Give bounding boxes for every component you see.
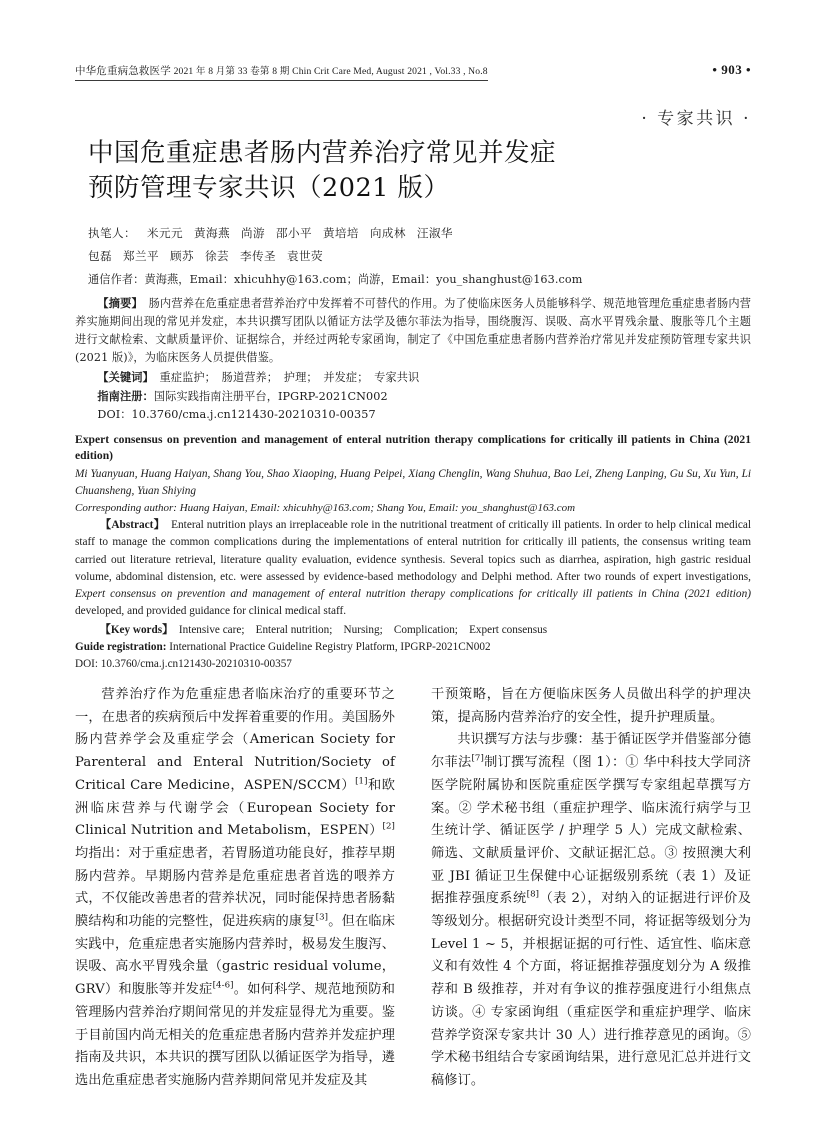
doi-line-en: DOI: 10.3760/cma.j.cn121430-20210310-00357: [75, 657, 292, 670]
chinese-abstract-block: [75, 294, 751, 424]
author-name: 黄海燕: [193, 226, 230, 240]
author-name: 顾苏: [169, 248, 194, 263]
registration-label-en: Guide registration:: [75, 641, 167, 654]
reference-marker: [3]: [315, 912, 329, 923]
registration-line-en: [75, 641, 491, 653]
author-name: 黄培培: [322, 226, 359, 240]
doi-line-cn: DOI：10.3760/cma.j.cn121430-20210310-00357: [97, 407, 376, 421]
english-title: Expert consensus on prevention and management of enteral nutrition therapy complications for critically ill patients in China (2021 edition): [75, 433, 751, 463]
author-name: 袁世荧: [286, 248, 323, 263]
body-paragraph-2: [431, 729, 751, 1092]
reference-marker: [8]: [526, 889, 540, 900]
reference-marker: [1]: [355, 776, 368, 787]
chinese-abstract: [75, 294, 751, 368]
title-block: [88, 136, 748, 206]
journal-issue-en: 2021 , Vol.33 , No.8: [407, 66, 488, 77]
body-text: 和欧洲临床营养与代谢学会（European Society for Clinical Nutrition and Metabolism，ESPEN）: [75, 777, 395, 839]
body-text: 均指出：对于重症患者，若胃肠道功能良好，推荐早期肠内营养。早期肠内营养是危重症患者首选的喂养方式，不仅能改善患者的营养状况，同时能保持患者肠黏膜结构和功能的完整性，促进疾病的康复: [75, 845, 395, 930]
keywords-line-cn: [75, 368, 751, 387]
author-label: 执笔人：: [88, 226, 136, 240]
abstract-label-cn: 【摘要】: [97, 296, 138, 310]
keywords-label-cn: 【关键词】: [97, 369, 149, 384]
body-paragraph-1: [75, 684, 395, 1093]
reference-marker: [2]: [382, 821, 395, 832]
body-text: 。如何科学、规范地预防和管理肠内营养治疗期间常见的并发症显得尤为重要。鉴于目前国内尚无相关的危重症患者肠内营养并发症护理指南及共识，本共识的撰写团队以循证医学为指导，遴选出危重症患者实施肠内营养期间常见并发症及其: [75, 982, 395, 1088]
author-block: [88, 222, 768, 291]
page-title: [88, 136, 748, 206]
english-abstract: [75, 517, 751, 620]
author-name: 向成林: [369, 226, 406, 240]
keywords-line-en: [75, 622, 751, 639]
title-line-2: 预防管理专家共识（2021 版）: [88, 173, 450, 204]
body-columns: [75, 684, 751, 1093]
author-row-2: [88, 245, 768, 268]
author-row-1: [88, 222, 768, 245]
abstract-text-part-1: Enteral nutrition plays an irreplaceable role in the nutritional treatment of critically ill patients. In order to help clinical medical staff to manage the common complications during the implementations of enteral nutrition for critically ill patients, the consensus writing team carried out literature retrieval, literature quality evaluation, evidence synthesis. Several topics such as diarrhea, aspiration, high gastric residual volume, abdominal distension, etc. were assessed by evidence-based methodology and Delphi method. After two rounds of expert investigations,: [75, 519, 751, 583]
body-column-right: [431, 684, 751, 1093]
author-name: 米元元: [146, 226, 183, 240]
abstract-text-cn: 肠内营养在危重症患者营养治疗中发挥着不可替代的作用。为了使临床医务人员能够科学、规范地管理危重症患者肠内营养实施期间出现的常见并发症，本共识撰写团队以循证方法学及德尔菲法为指导，围绕腹泻、误吸、高水平胃残余量、腹胀等几个主题进行文献检索、文献质量评价、证据综合，并经过两轮专家函询，制定了《中国危重症患者肠内营养治疗常见并发症预防管理专家共识(2021 版)》，为临床医务人员提供借鉴。: [75, 297, 751, 365]
registration-text-cn: 国际实践指南注册平台，IPGRP-2021CN002: [153, 389, 388, 403]
abstract-cited-title: Expert consensus on prevention and management of enteral nutrition therapy complications for critically ill patients in China (2021 edition): [75, 587, 751, 600]
journal-issue-cn: 2021 年 8 月第 33 卷第 8 期: [173, 66, 290, 77]
body-text: 共识撰写方法与步骤：基于循证医学并借鉴部分德尔菲法: [431, 732, 751, 771]
corresponding-author-cn: 通信作者：黄海燕，Email：xhicuhhy@163.com；尚游，Email：you_shanghust@163.com: [88, 273, 583, 287]
reference-marker: [4-6]: [212, 980, 234, 991]
running-header-citation: [75, 63, 488, 81]
author-name: 邵小平: [275, 226, 312, 240]
journal-name-en: Chin Crit Care Med, August: [292, 66, 405, 77]
author-name: 徐芸: [204, 248, 229, 263]
english-authors: Mi Yuanyuan, Huang Haiyan, Shang You, Shao Xiaoping, Huang Peipei, Xiang Chenglin, Wang Shuhua, Bao Lei, Zheng Lanping, Gu Su, Xu Yun, Li Chuansheng, Yuan Shiying: [75, 467, 751, 497]
abstract-label-en: 【Abstract】: [99, 519, 160, 532]
journal-name-cn: 中华危重病急救医学: [75, 65, 171, 77]
page-number: • 903 •: [712, 62, 751, 77]
keywords-text-cn: 重症监护； 肠道营养； 护理； 并发症； 专家共识: [159, 370, 420, 384]
author-name: 李传圣: [239, 248, 276, 263]
body-text: 营养治疗作为危重症患者临床治疗的重要环节之一，在患者的疾病预后中发挥着重要的作用。美国肠外肠内营养学会及重症学会（American Society for Parenteral and Enteral Nutrition/Society of Critical Care Medicine，ASPEN/SCCM）: [75, 687, 395, 793]
author-name: 汪淑华: [416, 226, 453, 240]
keywords-label-en: 【Key words】: [99, 624, 168, 637]
title-line-1: 中国危重症患者肠内营养治疗常见并发症: [88, 138, 557, 168]
author-name: 尚游: [240, 226, 265, 240]
body-text: 制订撰写流程（图 1）：① 华中科技大学同济医学院附属协和医院重症医学撰写专家组起草撰写方案。② 学术秘书组（重症护理学、临床流行病学与卫生统计学、循证医学 / 护理学 5 人）完成文献检索、筛选、文献质量评价、文献证据汇总。③ 按照澳大利亚 JBI 循证卫生保健中心证据级别系统（表 1）及证据推荐强度系统: [431, 755, 751, 907]
reference-marker: [7]: [471, 753, 484, 764]
author-name: 郑兰平: [123, 248, 159, 263]
body-text: 。但在临床实践中，危重症患者实施肠内营养时，极易发生腹泻、误吸、高水平胃残余量（gastric residual volume，GRV）和腹胀等并发症: [75, 914, 395, 998]
body-paragraph-1-continued: 干预策略，旨在方便临床医务人员做出科学的护理决策，提高肠内营养治疗的安全性，提升护理质量。: [431, 687, 751, 725]
body-text: （表 2），对纳入的证据进行评价及等级划分。根据研究设计类型不同，将证据等级划分为 Level 1 ~ 5，并根据证据的可行性、适宜性、临床意义和有效性 4 个方面，将证据推荐强度划分为 A 级推荐和 B 级推荐，并对有争议的推荐强度进行小组焦点访谈。④ 专家函询组（重症医学和重症护理学、临床营养学资深专家共计 30 人）进行推荐意见的函询。⑤ 学术秘书组结合专家函询结果，进行意见汇总并进行文稿修订。: [431, 891, 751, 1088]
corresponding-author-en: Corresponding author: Huang Haiyan, Email: xhicuhhy@163.com; Shang You, Email: you_shanghust@163.com: [75, 501, 576, 514]
english-meta: [75, 622, 751, 672]
registration-label-cn: 指南注册：: [97, 388, 154, 403]
abstract-text-part-2: developed, and provided guidance for clinical medical staff.: [75, 605, 347, 618]
english-block: [75, 432, 751, 673]
running-header: [75, 62, 751, 81]
keywords-text-en: Intensive care; Enteral nutrition; Nursing; Complication; Expert consensus: [178, 624, 548, 637]
section-mark: · 专家共识 ·: [641, 109, 751, 129]
registration-line-cn: [75, 387, 751, 406]
body-column-left: [75, 684, 395, 1093]
author-name: 包磊: [88, 248, 112, 263]
registration-text-en: International Practice Guideline Registry Platform, IPGRP-2021CN002: [166, 641, 491, 654]
